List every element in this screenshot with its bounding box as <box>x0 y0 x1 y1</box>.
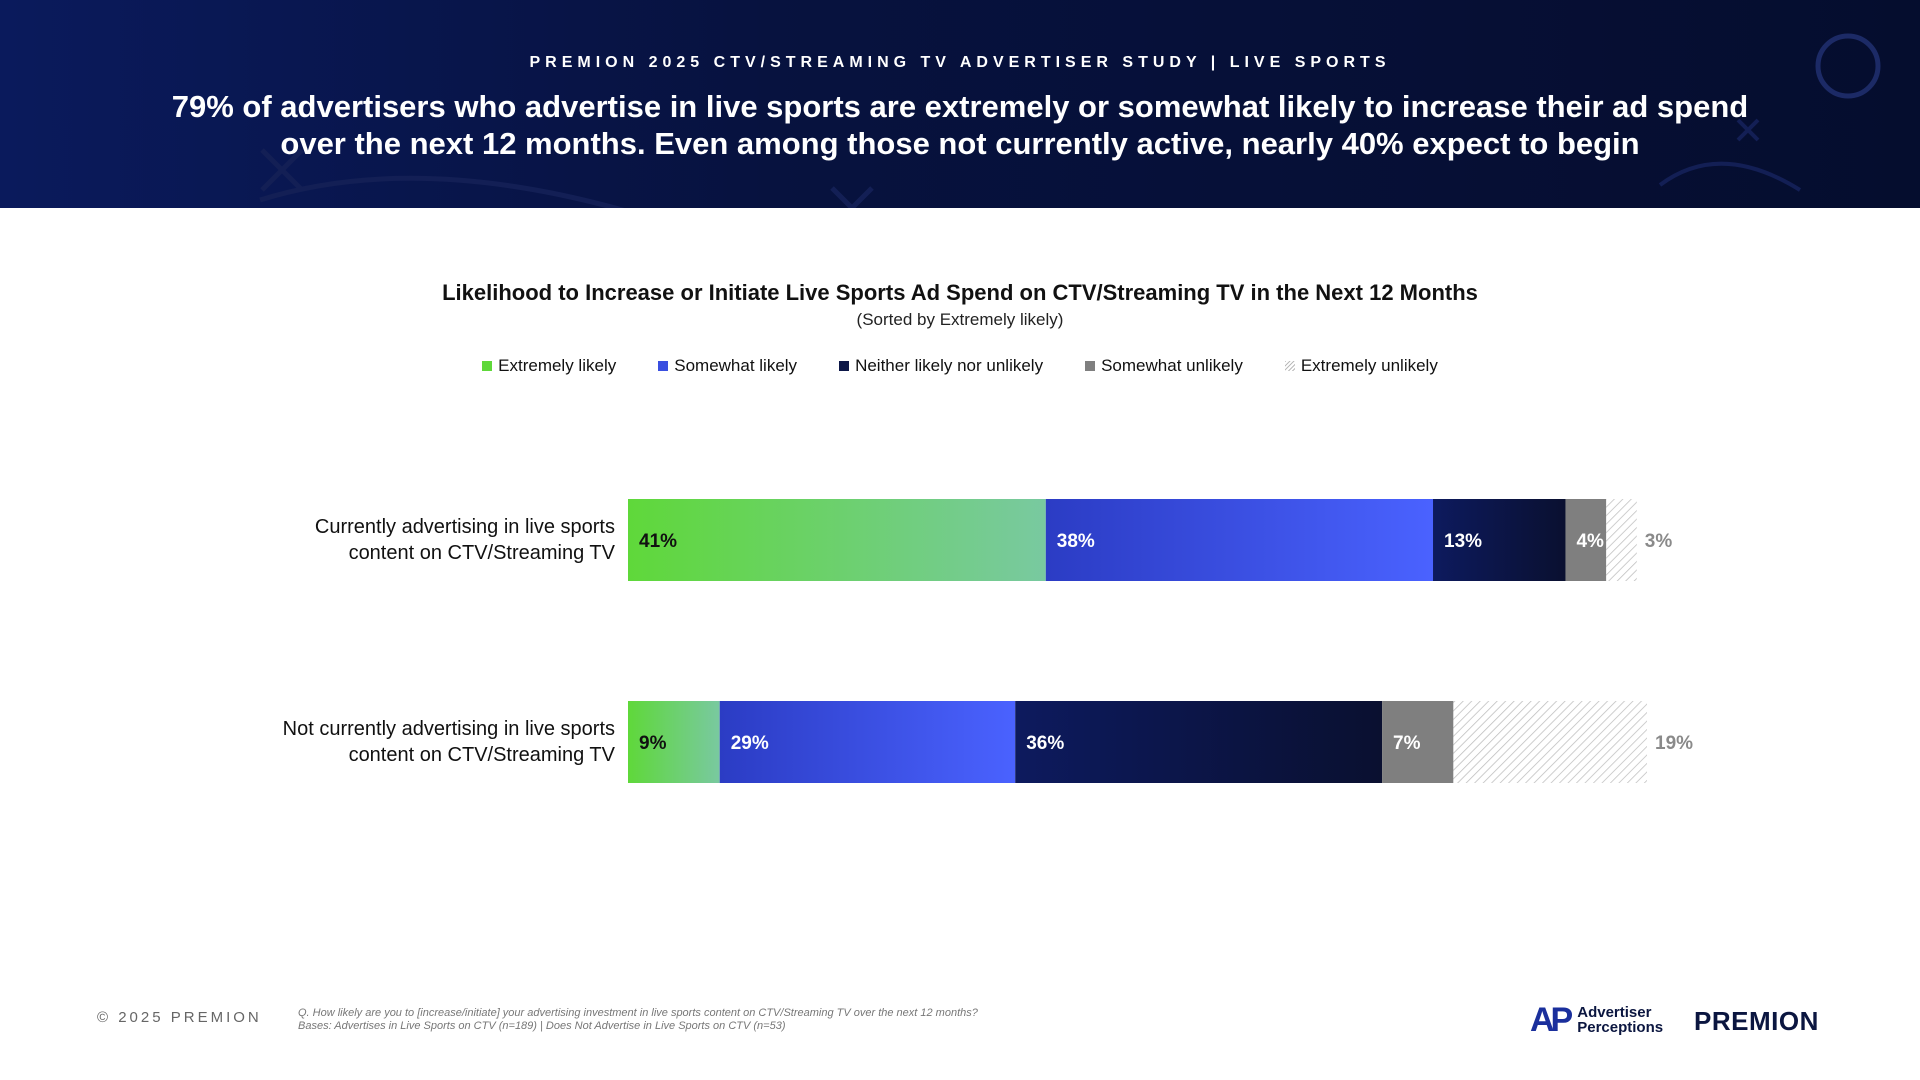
row-label-current: Currently advertising in live sports content on CTV/Streaming TV <box>314 516 615 564</box>
data-label-not-current-3: 7% <box>1393 733 1421 754</box>
footnote-bases: Bases: Advertises in Live Sports on CTV (n=189) | Does Not Advertise in Live Sports on CTV (n=53) <box>298 1020 786 1032</box>
premion-logo: PREMION <box>1694 1006 1819 1036</box>
page-headline: 79% of advertisers who advertise in live sports are extremely or somewhat likely to increase their ad spend over the next 12 months. Even among those not currently active, nearly 40% expect to begin <box>171 89 1749 161</box>
row-label-not-current: Not currently advertising in live sports content on CTV/Streaming TV <box>282 718 615 766</box>
ap-logo-line2: Perceptions <box>1577 1019 1664 1036</box>
bar-segment-not-current-2 <box>1015 701 1382 783</box>
data-label-current-0: 41% <box>639 531 678 552</box>
report-eyebrow: PREMION 2025 CTV/STREAMING TV ADVERTISER STUDY | LIVE SPORTS <box>529 54 1391 71</box>
bar-segment-current-0 <box>628 499 1046 581</box>
legend-label: Extremely likely <box>498 356 617 375</box>
footnote-question: Q. How likely are you to [increase/initiate] your advertising investment in live sports content on CTV/Streaming TV over the next 12 months? <box>298 1007 978 1019</box>
legend-label: Somewhat unlikely <box>1101 356 1243 375</box>
footnote <box>298 1007 978 1033</box>
data-label-current-2: 13% <box>1444 531 1483 552</box>
bar-segment-current-1 <box>1046 499 1433 581</box>
data-label-current-4: 3% <box>1644 531 1673 552</box>
copyright: © 2025 PREMION <box>97 1009 262 1026</box>
legend-label: Extremely unlikely <box>1300 356 1438 375</box>
ap-logo-line1: Advertiser <box>1577 1004 1652 1021</box>
legend-label: Somewhat likely <box>674 356 798 375</box>
data-label-current-1: 38% <box>1056 531 1095 552</box>
data-label-not-current-0: 9% <box>639 733 667 754</box>
chart-title: Likelihood to Increase or Initiate Live Sports Ad Spend on CTV/Streaming TV in the Next 12 Months <box>442 280 1478 305</box>
data-label-not-current-4: 19% <box>1655 733 1694 754</box>
ap-logo-icon: AP <box>1530 1001 1570 1039</box>
chart-subtitle: (Sorted by Extremely likely) <box>856 310 1064 329</box>
bar-segment-current-4 <box>1606 499 1637 581</box>
legend-label: Neither likely nor unlikely <box>855 356 1044 375</box>
advertiser-perceptions-logo <box>1530 1003 1663 1037</box>
data-label-not-current-1: 29% <box>730 733 769 754</box>
data-label-not-current-2: 36% <box>1026 733 1065 754</box>
bar-segment-not-current-4 <box>1453 701 1647 783</box>
data-label-current-3: 4% <box>1576 531 1604 552</box>
ap-logo-text <box>1577 1005 1663 1035</box>
